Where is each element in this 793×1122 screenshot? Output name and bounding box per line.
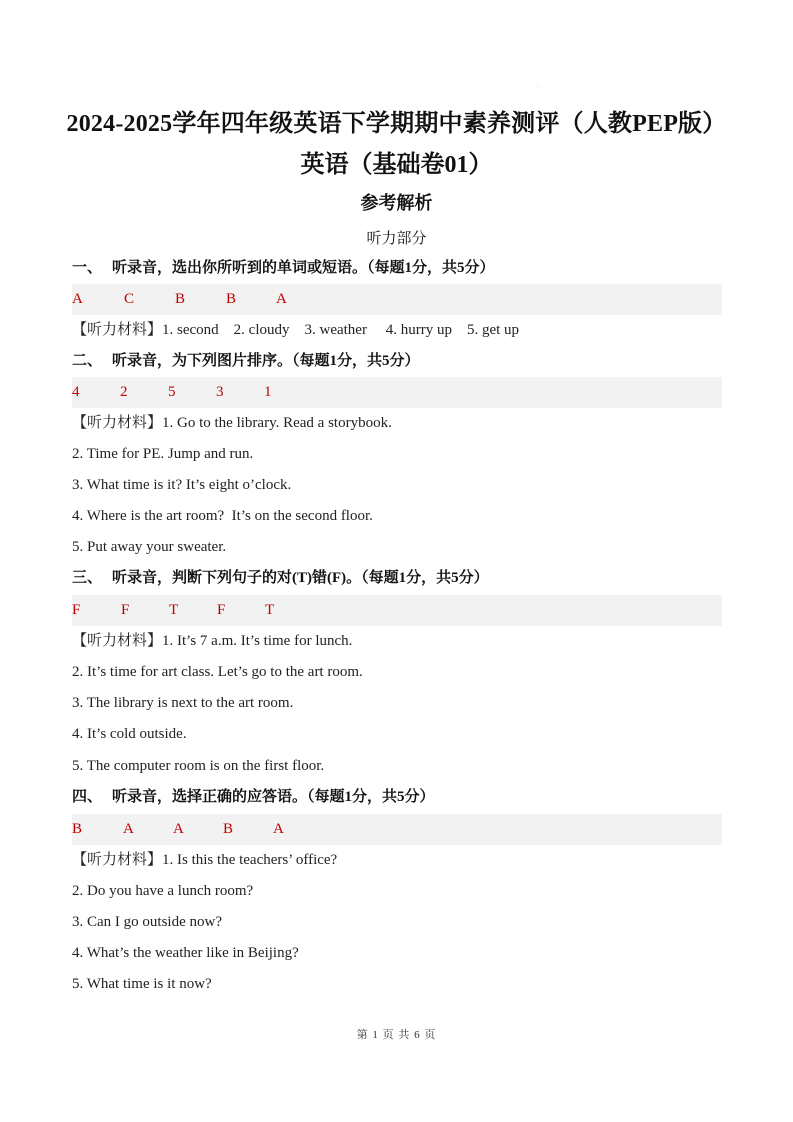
document-subtitle-exam: 英语（基础卷01） bbox=[300, 152, 493, 178]
material-line: 2. Time for PE. Jump and run. bbox=[72, 446, 254, 462]
section-2-material bbox=[72, 408, 722, 439]
section-4-heading bbox=[72, 782, 722, 813]
answer-item: 4 bbox=[72, 384, 80, 400]
material-line: 4. It’s cold outside. bbox=[72, 726, 187, 742]
material-line: 3. What time is it? It’s eight o’clock. bbox=[72, 477, 292, 493]
material-line: 2. Do you have a lunch room? bbox=[72, 883, 254, 899]
section-1-heading bbox=[72, 253, 722, 284]
material-line: 1. second 2. cloudy 3. weather 4. hurry up 5. get up bbox=[162, 322, 520, 338]
material-line: 5. The computer room is on the first floor. bbox=[72, 758, 325, 774]
answer-item: A bbox=[276, 291, 287, 307]
section-1-material bbox=[72, 315, 722, 346]
material-line: 5. Put away your sweater. bbox=[72, 539, 227, 555]
material-line: 4. Where is the art room? It’s on the second floor. bbox=[72, 508, 373, 524]
answer-item: B bbox=[72, 821, 83, 837]
material-line: 1. Go to the library. Read a storybook. bbox=[162, 415, 392, 431]
section-number: 三、 bbox=[72, 570, 103, 586]
answer-item: F bbox=[217, 602, 226, 618]
answer-item: C bbox=[124, 291, 135, 307]
section-label-listening: 听力部分 bbox=[366, 231, 427, 247]
material-line: 1. Is this the teachers’ office? bbox=[162, 852, 338, 868]
decorative-dot: · bbox=[537, 84, 539, 90]
answer-item: 1 bbox=[264, 384, 272, 400]
section-number: 四、 bbox=[72, 789, 103, 805]
material-line: 3. Can I go outside now? bbox=[72, 914, 222, 930]
section-2-answers bbox=[72, 377, 722, 408]
section-number: 一、 bbox=[72, 260, 103, 276]
answer-item: A bbox=[123, 821, 134, 837]
answer-item: B bbox=[223, 821, 234, 837]
material-line: 5. What time is it now? bbox=[72, 976, 212, 992]
answer-item: T bbox=[169, 602, 179, 618]
section-2-heading bbox=[72, 346, 722, 377]
section-number: 二、 bbox=[72, 353, 103, 369]
answer-item: A bbox=[173, 821, 184, 837]
material-line: 2. It’s time for art class. Let’s go to the art room. bbox=[72, 664, 363, 680]
answer-item: F bbox=[72, 602, 81, 618]
material-label: 【听力材料】 bbox=[72, 415, 163, 431]
answer-item: 5 bbox=[168, 384, 176, 400]
answer-item: A bbox=[72, 291, 83, 307]
section-instructions: 听录音，选择正确的应答语。（每题1分，共5分） bbox=[112, 789, 435, 805]
section-instructions: 听录音，为下列图片排序。（每题1分，共5分） bbox=[112, 353, 420, 369]
section-instructions: 听录音，判断下列句子的对(T)错(F)。（每题1分，共5分） bbox=[112, 570, 489, 586]
material-label: 【听力材料】 bbox=[72, 852, 163, 868]
answer-key-heading: 参考解析 bbox=[360, 193, 433, 213]
material-label: 【听力材料】 bbox=[72, 322, 163, 338]
section-1-answers bbox=[72, 284, 722, 315]
page-footer: 第 1 页 共 6 页 bbox=[356, 1029, 437, 1041]
answer-item: B bbox=[226, 291, 237, 307]
section-instructions: 听录音，选出你所听到的单词或短语。（每题1分，共5分） bbox=[112, 260, 495, 276]
material-line: 4. What’s the weather like in Beijing? bbox=[72, 945, 299, 961]
answer-item: 2 bbox=[120, 384, 128, 400]
section-3-heading bbox=[72, 563, 722, 594]
document-title: 2024-2025学年四年级英语下学期期中素养测评（人教PEP版） bbox=[66, 111, 727, 137]
answer-item: A bbox=[273, 821, 284, 837]
answer-item: B bbox=[175, 291, 186, 307]
material-line: 1. It’s 7 a.m. It’s time for lunch. bbox=[162, 633, 353, 649]
answer-item: F bbox=[121, 602, 130, 618]
material-label: 【听力材料】 bbox=[72, 633, 163, 649]
answer-item: T bbox=[265, 602, 275, 618]
section-3-answers bbox=[72, 595, 722, 626]
material-line: 3. The library is next to the art room. bbox=[72, 695, 294, 711]
answer-item: 3 bbox=[216, 384, 224, 400]
section-3-material bbox=[72, 626, 722, 657]
section-4-material bbox=[72, 845, 722, 876]
section-4-answers bbox=[72, 814, 722, 845]
